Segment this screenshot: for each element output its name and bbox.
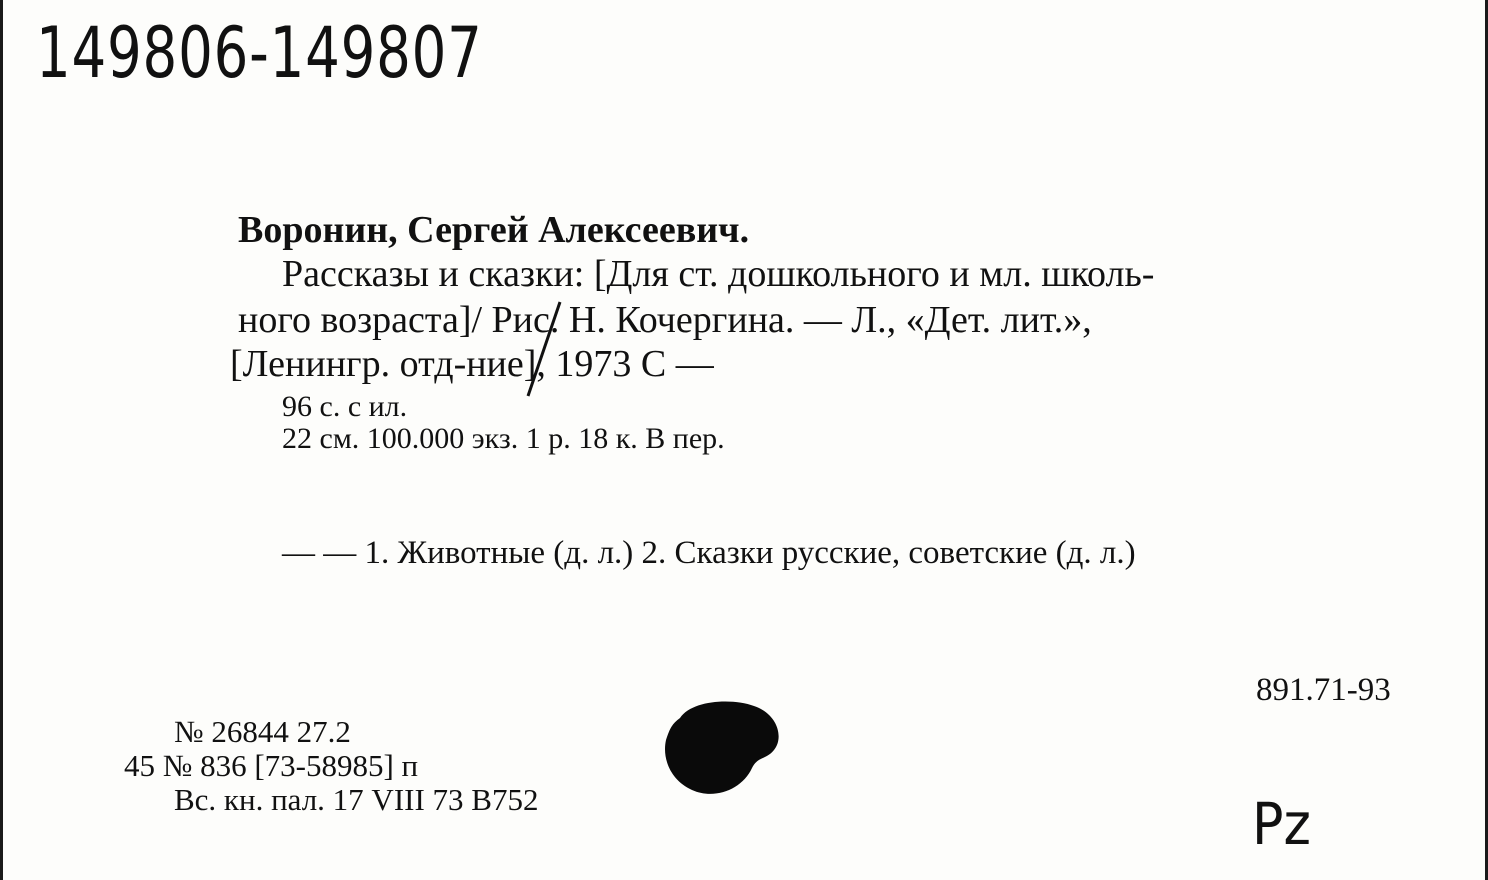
description-line-1: Рассказы и сказки: [Для ст. дошкольного и мл. школь- [282,253,1155,295]
handwritten-mark: Pz [1252,790,1311,858]
pen-stroke-mark [520,300,580,400]
subject-headings: — — 1. Животные (д. л.) 2. Сказки русские, советские (д. л.) [282,535,1136,571]
footer-line-1: № 26844 27.2 [174,714,351,749]
footer-line-3: Вс. кн. пал. 17 VIII 73 В752 [174,782,539,817]
handwritten-inventory-number: 149806-149807 [36,12,483,94]
pagination-line: 96 с. с ил. [282,390,408,423]
classification-code: 891.71-93 [1256,672,1391,708]
ink-blot [662,698,782,798]
description-line-3: [Ленингр. отд-ние], 1973 С — [230,343,714,385]
description-line-2: ного возраста]/ Рис. Н. Кочергина. — Л., «Дет. лит.», [238,299,1092,341]
footer-line-2: 45 № 836 [73-58985] п [124,748,419,783]
author-heading: Воронин, Сергей Алексеевич. [238,209,750,251]
physical-description-line: 22 см. 100.000 экз. 1 р. 18 к. В пер. [282,422,725,455]
card-left-border [0,0,3,880]
